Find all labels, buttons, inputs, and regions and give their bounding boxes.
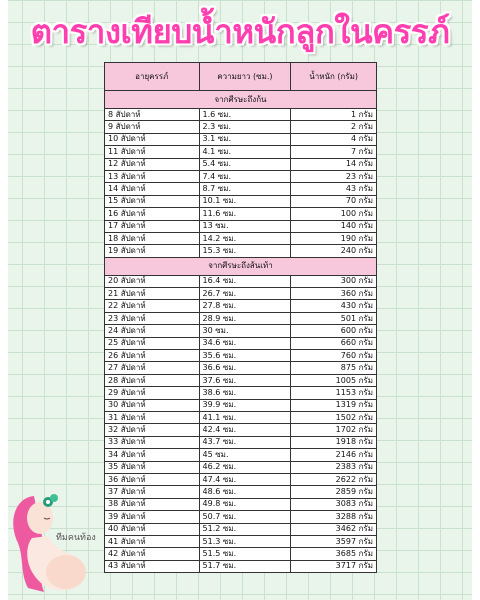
cell-weight: 1153 กรัม <box>291 387 377 399</box>
cell-length: 26.7 ซม. <box>199 288 291 300</box>
table-body <box>105 91 377 573</box>
cell-weight: 140 กรัม <box>291 220 377 232</box>
cell-length: 43.7 ซม. <box>199 436 291 448</box>
table-row <box>105 121 377 133</box>
cell-weight: 660 กรัม <box>291 337 377 349</box>
cell-length: 27.8 ซม. <box>199 300 291 312</box>
cell-weight: 1005 กรัม <box>291 374 377 386</box>
table-row <box>105 449 377 461</box>
cell-weight: 600 กรัม <box>291 325 377 337</box>
table-row <box>105 195 377 207</box>
cell-length: 35.6 ซม. <box>199 350 291 362</box>
table-row <box>105 523 377 535</box>
cell-age: 37 สัปดาห์ <box>105 486 200 498</box>
table-row <box>105 461 377 473</box>
cell-weight: 300 กรัม <box>291 275 377 287</box>
table-row <box>105 486 377 498</box>
cell-weight: 1 กรัม <box>291 109 377 121</box>
table-header-row <box>105 63 377 91</box>
cell-age: 43 สัปดาห์ <box>105 560 200 572</box>
cell-length: 4.1 ซม. <box>199 146 291 158</box>
cell-length: 30 ซม. <box>199 325 291 337</box>
cell-age: 14 สัปดาห์ <box>105 183 200 195</box>
cell-weight: 70 กรัม <box>291 195 377 207</box>
table-row <box>105 183 377 195</box>
header-weight: น้ำหนัก (กรัม) <box>291 63 377 91</box>
cell-age: 30 สัปดาห์ <box>105 399 200 411</box>
cell-weight: 190 กรัม <box>291 232 377 244</box>
header-age: อายุครรภ์ <box>105 63 200 91</box>
cell-weight: 4 กรัม <box>291 133 377 145</box>
cell-weight: 240 กรัม <box>291 245 377 257</box>
table-row <box>105 300 377 312</box>
table-row <box>105 374 377 386</box>
cell-length: 38.6 ซม. <box>199 387 291 399</box>
table-row <box>105 498 377 510</box>
cell-age: 8 สัปดาห์ <box>105 109 200 121</box>
table-row <box>105 288 377 300</box>
cell-weight: 760 กรัม <box>291 350 377 362</box>
cell-age: 11 สัปดาห์ <box>105 146 200 158</box>
cell-length: 36.6 ซม. <box>199 362 291 374</box>
cell-age: 29 สัปดาห์ <box>105 387 200 399</box>
cell-weight: 14 กรัม <box>291 158 377 170</box>
cell-length: 51.3 ซม. <box>199 535 291 547</box>
cell-weight: 100 กรัม <box>291 208 377 220</box>
cell-age: 34 สัปดาห์ <box>105 449 200 461</box>
cell-age: 16 สัปดาห์ <box>105 208 200 220</box>
cell-weight: 23 กรัม <box>291 170 377 182</box>
cell-length: 28.9 ซม. <box>199 312 291 324</box>
table-row <box>105 325 377 337</box>
cell-age: 22 สัปดาห์ <box>105 300 200 312</box>
cell-weight: 360 กรัม <box>291 288 377 300</box>
cell-weight: 2859 กรัม <box>291 486 377 498</box>
cell-age: 13 สัปดาห์ <box>105 170 200 182</box>
cell-age: 31 สัปดาห์ <box>105 411 200 423</box>
cell-age: 20 สัปดาห์ <box>105 275 200 287</box>
section-row <box>105 257 377 275</box>
cell-weight: 2622 กรัม <box>291 473 377 485</box>
section-row <box>105 91 377 109</box>
cell-age: 12 สัปดาห์ <box>105 158 200 170</box>
cell-length: 46.2 ซม. <box>199 461 291 473</box>
cell-weight: 2 กรัม <box>291 121 377 133</box>
cell-age: 26 สัปดาห์ <box>105 350 200 362</box>
table-row <box>105 158 377 170</box>
table-row <box>105 245 377 257</box>
cell-length: 3.1 ซม. <box>199 133 291 145</box>
cell-age: 24 สัปดาห์ <box>105 325 200 337</box>
table-row <box>105 362 377 374</box>
table-row <box>105 109 377 121</box>
cell-length: 51.5 ซม. <box>199 548 291 560</box>
cell-age: 35 สัปดาห์ <box>105 461 200 473</box>
cell-age: 23 สัปดาห์ <box>105 312 200 324</box>
cell-age: 36 สัปดาห์ <box>105 473 200 485</box>
cell-length: 51.7 ซม. <box>199 560 291 572</box>
cell-length: 51.2 ซม. <box>199 523 291 535</box>
cell-weight: 2383 กรัม <box>291 461 377 473</box>
cell-weight: 1319 กรัม <box>291 399 377 411</box>
cell-age: 9 สัปดาห์ <box>105 121 200 133</box>
cell-age: 21 สัปดาห์ <box>105 288 200 300</box>
cell-length: 47.4 ซม. <box>199 473 291 485</box>
cell-age: 17 สัปดาห์ <box>105 220 200 232</box>
table-row <box>105 473 377 485</box>
table-row <box>105 560 377 572</box>
cell-length: 1.6 ซม. <box>199 109 291 121</box>
cell-age: 41 สัปดาห์ <box>105 535 200 547</box>
cell-length: 14.2 ซม. <box>199 232 291 244</box>
table-row <box>105 337 377 349</box>
table-row <box>105 511 377 523</box>
cell-age: 28 สัปดาห์ <box>105 374 200 386</box>
cell-weight: 2146 กรัม <box>291 449 377 461</box>
cell-length: 11.6 ซม. <box>199 208 291 220</box>
cell-length: 34.6 ซม. <box>199 337 291 349</box>
cell-age: 10 สัปดาห์ <box>105 133 200 145</box>
cell-age: 38 สัปดาห์ <box>105 498 200 510</box>
cell-weight: 3685 กรัม <box>291 548 377 560</box>
cell-length: 5.4 ซม. <box>199 158 291 170</box>
section-label: จากศีรษะถึงส้นเท้า <box>105 257 377 275</box>
cell-length: 37.6 ซม. <box>199 374 291 386</box>
cell-length: 16.4 ซม. <box>199 275 291 287</box>
table-row <box>105 312 377 324</box>
cell-length: 39.9 ซม. <box>199 399 291 411</box>
table-row <box>105 133 377 145</box>
cell-length: 45 ซม. <box>199 449 291 461</box>
cell-length: 10.1 ซม. <box>199 195 291 207</box>
cell-weight: 3717 กรัม <box>291 560 377 572</box>
cell-weight: 7 กรัม <box>291 146 377 158</box>
cell-age: 39 สัปดาห์ <box>105 511 200 523</box>
table-row <box>105 208 377 220</box>
cell-weight: 3462 กรัม <box>291 523 377 535</box>
cell-weight: 1702 กรัม <box>291 424 377 436</box>
table-row <box>105 399 377 411</box>
table-row <box>105 548 377 560</box>
section-label: จากศีรษะถึงก้น <box>105 91 377 109</box>
cell-age: 18 สัปดาห์ <box>105 232 200 244</box>
table-row <box>105 232 377 244</box>
cell-length: 48.6 ซม. <box>199 486 291 498</box>
cell-weight: 430 กรัม <box>291 300 377 312</box>
page-title: ตารางเทียบน้ำหนักลูกในครรภ์ <box>30 12 450 51</box>
table-row <box>105 350 377 362</box>
cell-age: 27 สัปดาห์ <box>105 362 200 374</box>
table-row <box>105 275 377 287</box>
cell-age: 32 สัปดาห์ <box>105 424 200 436</box>
cell-length: 50.7 ซม. <box>199 511 291 523</box>
brand-label: ทีมคนท้อง <box>56 533 96 543</box>
cell-age: 40 สัปดาห์ <box>105 523 200 535</box>
cell-weight: 875 กรัม <box>291 362 377 374</box>
cell-weight: 3083 กรัม <box>291 498 377 510</box>
cell-age: 15 สัปดาห์ <box>105 195 200 207</box>
cell-length: 8.7 ซม. <box>199 183 291 195</box>
table-row <box>105 146 377 158</box>
cell-length: 13 ซม. <box>199 220 291 232</box>
fetal-weight-table <box>104 62 377 573</box>
table-row <box>105 387 377 399</box>
cell-age: 42 สัปดาห์ <box>105 548 200 560</box>
cell-weight: 1502 กรัม <box>291 411 377 423</box>
cell-weight: 501 กรัม <box>291 312 377 324</box>
cell-length: 2.3 ซม. <box>199 121 291 133</box>
table-row <box>105 436 377 448</box>
cell-weight: 3288 กรัม <box>291 511 377 523</box>
table-row <box>105 220 377 232</box>
cell-age: 19 สัปดาห์ <box>105 245 200 257</box>
right-border <box>472 0 480 600</box>
cell-length: 15.3 ซม. <box>199 245 291 257</box>
cell-weight: 1918 กรัม <box>291 436 377 448</box>
cell-length: 7.4 ซม. <box>199 170 291 182</box>
cell-length: 42.4 ซม. <box>199 424 291 436</box>
cell-length: 49.8 ซม. <box>199 498 291 510</box>
table-row <box>105 411 377 423</box>
cell-weight: 3597 กรัม <box>291 535 377 547</box>
cell-age: 33 สัปดาห์ <box>105 436 200 448</box>
table-row <box>105 535 377 547</box>
cell-age: 25 สัปดาห์ <box>105 337 200 349</box>
cell-weight: 43 กรัม <box>291 183 377 195</box>
table-row <box>105 170 377 182</box>
table-row <box>105 424 377 436</box>
header-length: ความยาว (ซม.) <box>199 63 291 91</box>
cell-length: 41.1 ซม. <box>199 411 291 423</box>
